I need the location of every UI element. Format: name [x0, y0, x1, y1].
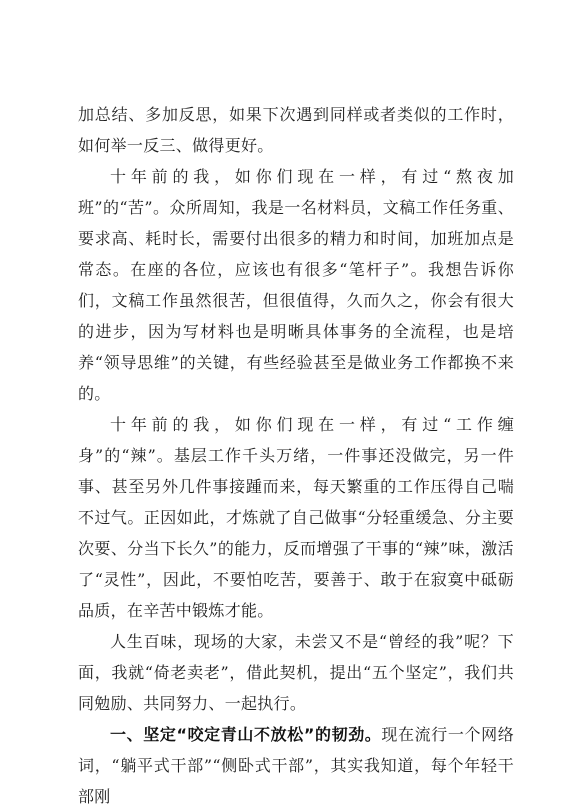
paragraph-workload-hardship	[78, 409, 514, 626]
document-body	[78, 99, 514, 812]
paragraph-five-firmness-intro	[78, 626, 514, 719]
paragraph-overtime-hardship	[78, 161, 514, 409]
section-heading: 一、坚定“咬定青山不放松”的韧劲。	[110, 725, 382, 744]
paragraph-continuation	[78, 99, 514, 161]
paragraph-text: 加总结、多加反思，如果下次遇到同样或者类似的工作时，如何举一反三、做得更好。	[78, 105, 514, 155]
paragraph-section-one	[78, 719, 514, 812]
paragraph-text: 十年前的我，如你们现在一样，有过“工作缠身”的“辣”。基层工作千头万绪，一件事还没做完，另一件事、甚至另外几件事接踵而来，每天繁重的工作压得自己喘不过气。正因如此，才炼就了自己做事“分轻重缓急、分主要次要、分当下长久”的能力，反而增强了干事的“辣”味，激活了“灵性”，因此，不要怕吃苦，要善于、敢于在寂寞中砥砺品质，在辛苦中锻炼才能。	[78, 415, 514, 620]
paragraph-text: 现在流行一个网络词，“躺平式干部”“侧卧式干部”，其实我知道，每个年轻干部刚	[78, 725, 514, 806]
paragraph-text: 十年前的我，如你们现在一样，有过“熬夜加班”的“苦”。众所周知，我是一名材料员，文稿工作任务重、要求高、耗时长，需要付出很多的精力和时间，加班加点是常态。在座的各位，应该也有很多“笔杆子”。我想告诉你们，文稿工作虽然很苦，但很值得，久而久之，你会有很大的进步，因为写材料也是明晰具体事务的全流程，也是培养“领导思维”的关键，有些经验甚至是做业务工作都换不来的。	[78, 167, 514, 403]
paragraph-text: 人生百味，现场的大家，未尝又不是“曾经的我”呢？下面，我就“倚老卖老”，借此契机，提出“五个坚定”，我们共同勉励、共同努力、一起执行。	[78, 632, 514, 713]
